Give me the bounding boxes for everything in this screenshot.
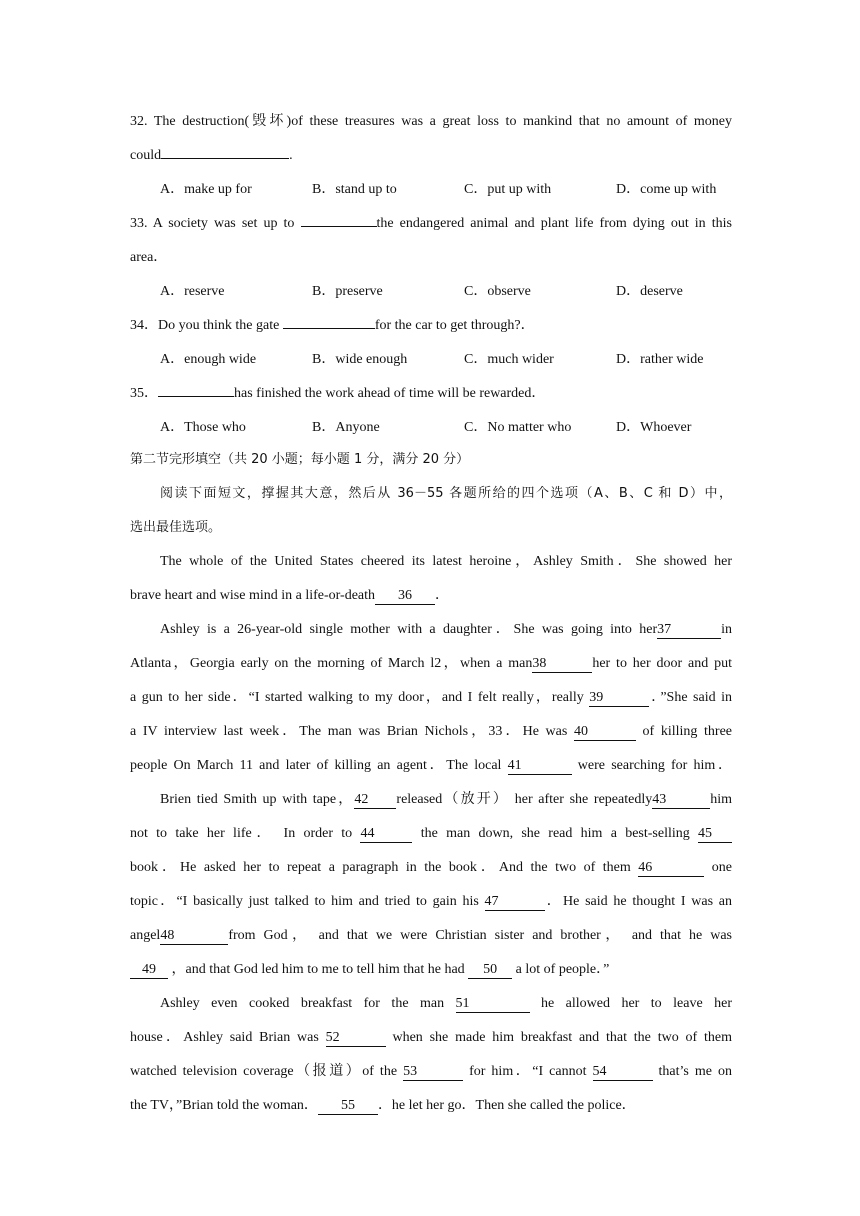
option-b: B．stand up to <box>312 182 397 197</box>
option-b: B．wide enough <box>312 352 408 367</box>
option-c: C．put up with <box>464 182 552 197</box>
question-35-stem: 35． has finished the work ahead of time will be rewarded． <box>130 386 546 401</box>
blank-48: 48 <box>160 928 228 945</box>
blank-36: 36 <box>375 588 435 605</box>
passage-line: angel48 from God， and that we were Christian sister and brother， and that he was <box>130 928 732 943</box>
question-32-options <box>160 180 760 200</box>
option-a: A．enough wide <box>160 352 257 367</box>
passage-line: not to take her life． In order to 44 the man down, she read him a best-selling 45 <box>130 824 732 844</box>
blank-40: 40 <box>574 724 636 741</box>
passage-line: The whole of the United States cheered its latest heroine，Ashley Smith．She showed her <box>160 554 732 569</box>
blank-46: 46 <box>638 860 704 877</box>
passage-line: 49 ，and that God led him to me to tell him that he had 50 a lot of people．” <box>130 960 732 980</box>
section-instructions-cont: 选出最佳选项。 <box>130 520 222 535</box>
passage-line: watched television coverage（报道）of the 53 for him．“I cannot 54 that’s me on <box>130 1064 733 1079</box>
blank-47: 47 <box>485 894 545 911</box>
blank-54: 54 <box>593 1064 653 1081</box>
option-a: A．reserve <box>160 284 225 299</box>
question-32-stem-cont: could . <box>130 148 293 163</box>
blank-49: 49 <box>130 962 168 979</box>
passage-line: the TV，”Brian told the woman． 55 ．he let her go．Then she called the police． <box>130 1098 636 1113</box>
option-a: A．Those who <box>160 420 246 435</box>
passage-line: Brien tied Smith up with tape，42 released（放开） her after she repeatedly43 him <box>160 792 732 807</box>
option-c: C．observe <box>464 284 531 299</box>
blank-39: 39 <box>589 690 649 707</box>
option-c: C．much wider <box>464 352 554 367</box>
question-33-options <box>160 282 760 302</box>
answer-blank <box>283 328 375 329</box>
blank-43: 43 <box>652 792 710 809</box>
section-instructions: 阅读下面短文，撑握其大意，然后从 36－55 各题所给的四个选项（A、B、C 和 D）中， <box>160 486 732 501</box>
answer-blank <box>301 226 377 227</box>
option-d: D．come up with <box>616 182 717 197</box>
passage-line: a IV interview last week．The man was Brian Nichols，33．He was 40 of killing three <box>130 724 733 739</box>
blank-55: 55 <box>318 1098 378 1115</box>
section-title: 第二节完形填空（共 20 小题；每小题 1 分，满分 20 分） <box>130 452 470 467</box>
question-33-stem: 33. A society was set up to the endangered animal and plant life from dying out in this <box>130 216 732 231</box>
blank-53: 53 <box>403 1064 463 1081</box>
question-34-stem: 34．Do you think the gate for the car to get through?． <box>130 318 535 333</box>
blank-50: 50 <box>468 962 512 979</box>
blank-38: 38 <box>532 656 592 673</box>
blank-45: 45 <box>698 826 732 843</box>
option-d: D．Whoever <box>616 420 692 435</box>
blank-42: 42 <box>354 792 396 809</box>
question-34-options <box>160 350 760 370</box>
blank-37: 37 <box>657 622 721 639</box>
passage-line: Atlanta，Georgia early on the morning of March l2，when a man38 her to her door and put <box>130 656 732 671</box>
option-c: C．No matter who <box>464 420 572 435</box>
question-32-stem: 32. The destruction(毁坏)of these treasures was a great loss to mankind that no amount of money <box>130 114 732 129</box>
passage-line: a gun to her side．“I started walking to my door，and I felt really，really 39 ．”She said in <box>130 690 733 705</box>
passage-line: topic．“I basically just talked to him and tried to gain his 47 ．He said he thought I was an <box>130 894 732 909</box>
passage-line: Ashley even cooked breakfast for the man 51 he allowed her to leave her <box>160 996 732 1011</box>
option-d: D．rather wide <box>616 352 704 367</box>
question-35-options <box>160 418 760 438</box>
question-33-stem-cont: area． <box>130 250 168 265</box>
passage-line: book．He asked her to repeat a paragraph in the book．And the two of them 46 one <box>130 860 732 875</box>
option-d: D．deserve <box>616 284 683 299</box>
blank-51: 51 <box>456 996 530 1013</box>
blank-41: 41 <box>508 758 572 775</box>
passage-line: house．Ashley said Brian was 52 when she made him breakfast and that the two of them <box>130 1030 732 1045</box>
answer-blank <box>158 396 234 397</box>
option-a: A．make up for <box>160 182 252 197</box>
option-b: B．preserve <box>312 284 383 299</box>
blank-52: 52 <box>326 1030 386 1047</box>
answer-blank <box>161 158 289 159</box>
passage-line: brave heart and wise mind in a life-or-death 36 ． <box>130 588 450 603</box>
passage-line: Ashley is a 26-year-old single mother with a daughter．She was going into her37 in <box>160 622 732 637</box>
passage-line: people On March 11 and later of killing an agent．The local 41 were searching for him． <box>130 758 732 773</box>
blank-44: 44 <box>360 826 412 843</box>
option-b: B．Anyone <box>312 420 380 435</box>
